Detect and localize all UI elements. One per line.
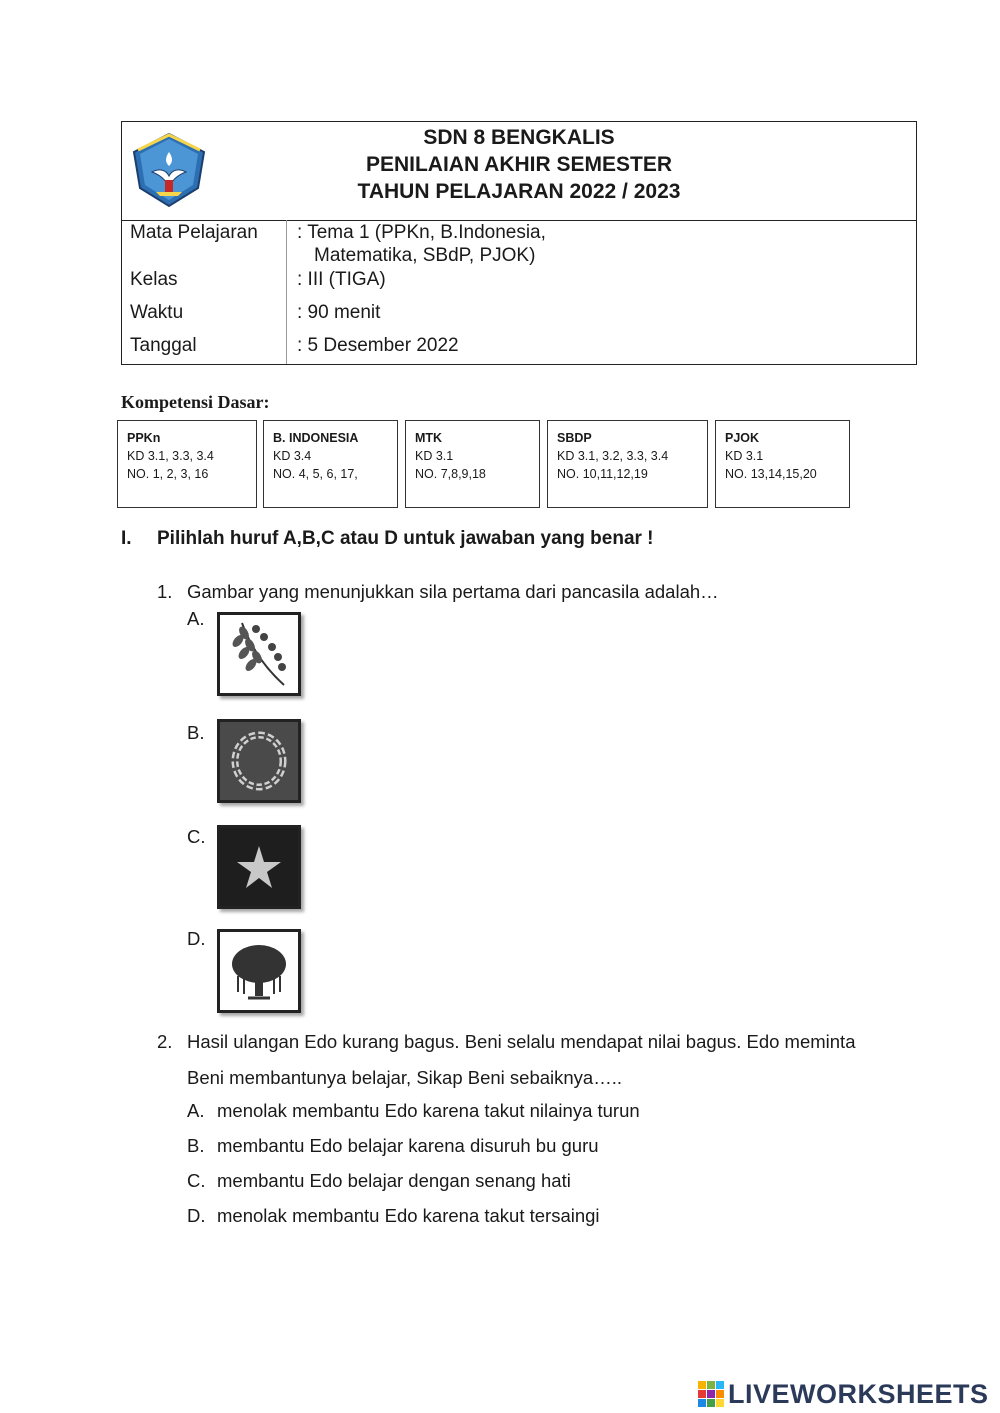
q2-option-c-letter[interactable]: C. [187, 1170, 206, 1191]
kd-box-pjok [715, 420, 850, 508]
q1-option-a-letter[interactable]: A. [187, 608, 205, 629]
bintang-icon[interactable] [217, 825, 301, 909]
question-1-text: Gambar yang menunjukkan sila pertama dari pancasila adalah… [187, 581, 719, 602]
kd-list: KD 3.1 [725, 449, 764, 463]
kd-numbers: NO. 1, 2, 3, 16 [127, 467, 209, 481]
academic-year: TAHUN PELAJARAN 2022 / 2023 [357, 180, 681, 203]
kd-subject: PPKn [127, 431, 161, 445]
question-2-text-line1: Hasil ulangan Edo kurang bagus. Beni selalu mendapat nilai bagus. Edo meminta [187, 1031, 856, 1052]
liveworksheets-watermark [698, 1378, 989, 1410]
info-value-cont: Matematika, SBdP, PJOK) [314, 245, 536, 266]
header-title-area [122, 122, 916, 221]
q2-option-b-text[interactable]: membantu Edo belajar karena disuruh bu guru [217, 1135, 599, 1156]
section-text: Pilihlah huruf A,B,C atau D untuk jawaban yang benar ! [157, 528, 654, 549]
kd-list: KD 3.1, 3.3, 3.4 [127, 449, 214, 463]
info-value: : 90 menit [297, 302, 381, 323]
kd-numbers: NO. 13,14,15,20 [725, 467, 817, 481]
q2-option-b-letter[interactable]: B. [187, 1135, 205, 1156]
question-1-number: 1. [157, 581, 173, 602]
kd-subject: SBDP [557, 431, 592, 445]
q2-option-d-text[interactable]: menolak membantu Edo karena takut tersaingi [217, 1205, 600, 1226]
liveworksheets-logo-icon [698, 1381, 724, 1407]
info-label: Mata Pelajaran [130, 222, 258, 243]
q1-option-c-letter[interactable]: C. [187, 826, 206, 847]
kd-subject: MTK [415, 431, 443, 445]
q1-option-d-letter[interactable]: D. [187, 928, 206, 949]
info-divider [286, 220, 287, 364]
school-name: SDN 8 BENGKALIS [423, 126, 615, 149]
watermark-text: LIVEWORKSHEETS [728, 1378, 989, 1409]
info-label: Kelas [130, 269, 178, 290]
info-value: : III (TIGA) [297, 269, 386, 290]
kd-numbers: NO. 10,11,12,19 [557, 467, 648, 481]
kd-box-sbdp [547, 420, 708, 508]
question-2-text-line2: Beni membantunya belajar, Sikap Beni sebaiknya….. [187, 1067, 623, 1088]
padi-kapas-icon[interactable] [217, 612, 301, 696]
rantai-icon[interactable] [217, 719, 301, 803]
question-2-number: 2. [157, 1031, 173, 1052]
kd-box-mtk [405, 420, 540, 508]
kd-list: KD 3.1, 3.2, 3.3, 3.4 [557, 449, 669, 463]
info-label: Tanggal [130, 335, 197, 356]
q2-option-c-text[interactable]: membantu Edo belajar dengan senang hati [217, 1170, 571, 1191]
kd-numbers: NO. 7,8,9,18 [415, 467, 486, 481]
info-value: : Tema 1 (PPKn, B.Indonesia, [297, 222, 546, 243]
kd-box-bindonesia [263, 420, 398, 508]
kd-numbers: NO. 4, 5, 6, 17, [273, 467, 358, 481]
kd-subject: B. INDONESIA [273, 431, 359, 445]
kompetensi-title: Kompetensi Dasar: [121, 392, 270, 412]
q2-option-d-letter[interactable]: D. [187, 1205, 206, 1226]
q2-option-a-letter[interactable]: A. [187, 1100, 205, 1121]
q1-option-b-letter[interactable]: B. [187, 722, 205, 743]
kd-list: KD 3.4 [273, 449, 312, 463]
kd-subject: PJOK [725, 431, 760, 445]
q2-option-a-text[interactable]: menolak membantu Edo karena takut nilainya turun [217, 1100, 640, 1121]
exam-name: PENILAIAN AKHIR SEMESTER [365, 153, 673, 176]
kd-list: KD 3.1 [415, 449, 454, 463]
kd-box-ppkn [117, 420, 257, 508]
exam-header [121, 121, 917, 365]
section-number: I. [121, 528, 132, 549]
beringin-icon[interactable] [217, 929, 301, 1013]
info-label: Waktu [130, 302, 184, 323]
info-value: : 5 Desember 2022 [297, 335, 459, 356]
